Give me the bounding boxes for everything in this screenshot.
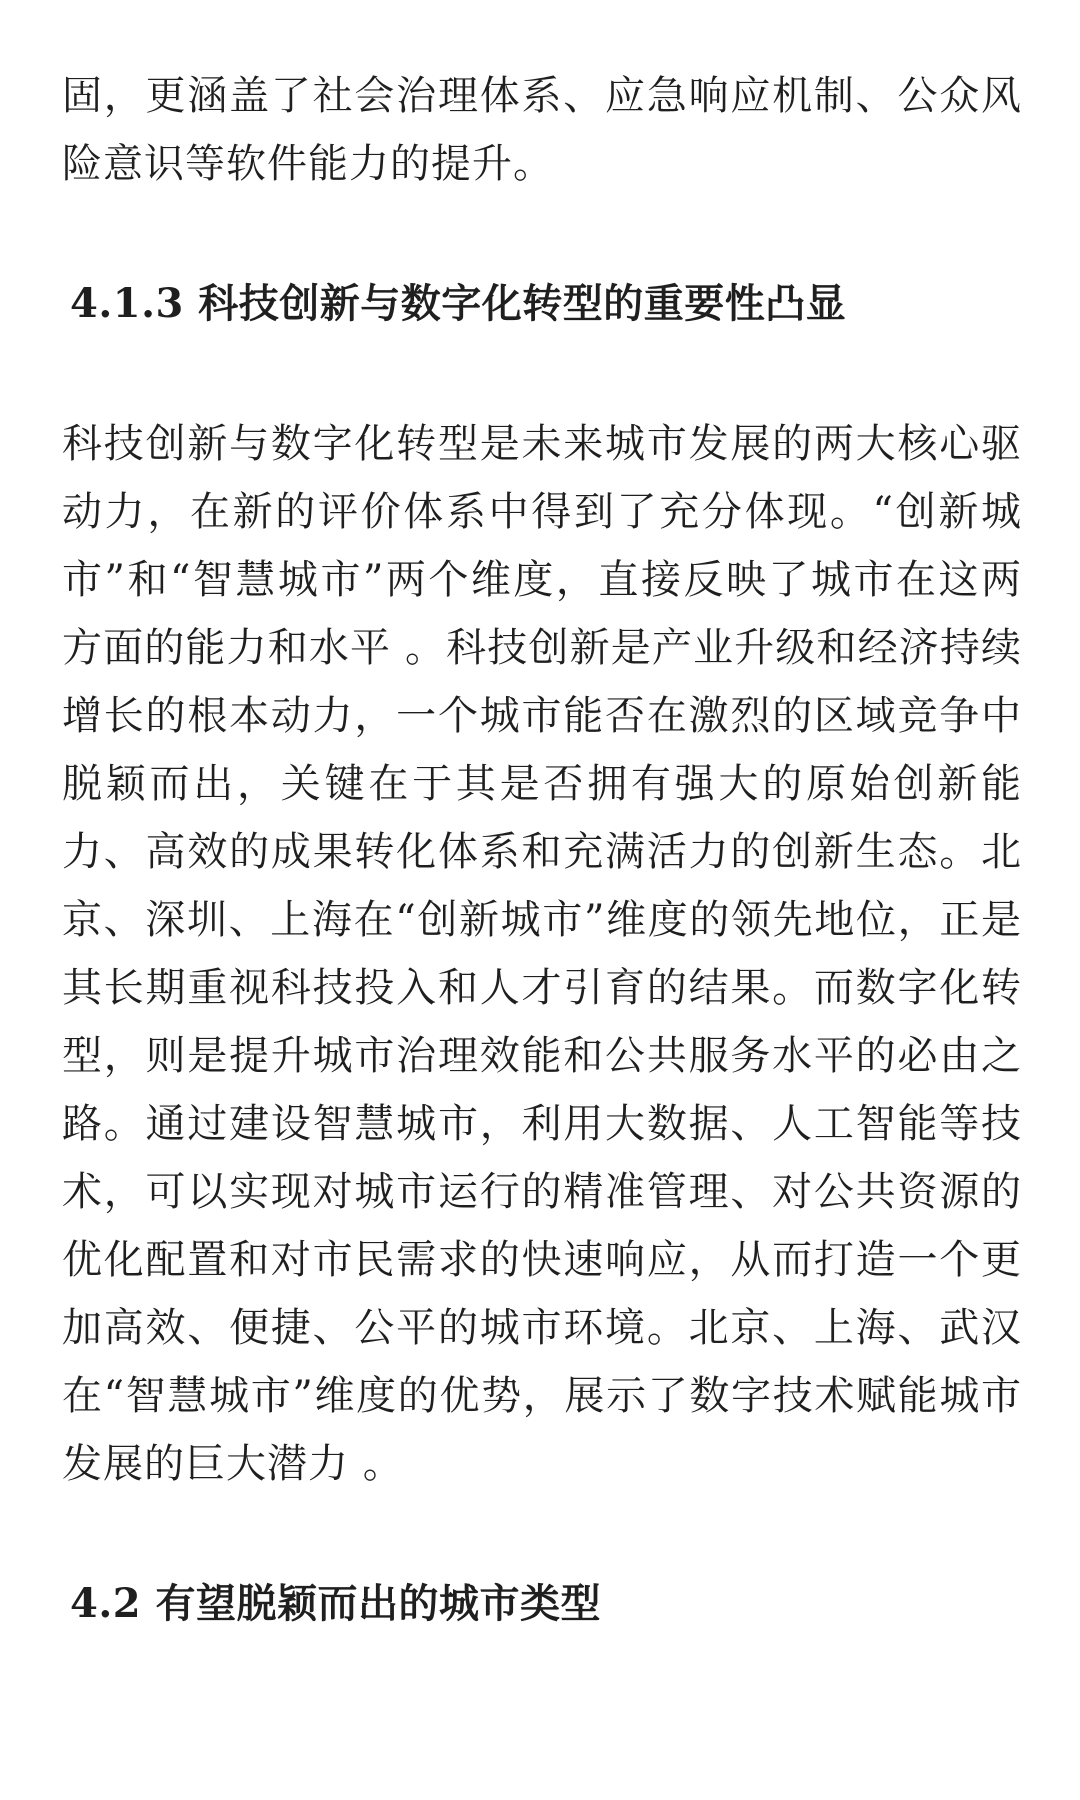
section-heading-4-2: 4.2 有望脱颖而出的城市类型 (70, 1580, 602, 1627)
section-heading-4-1-3: 4.1.3 科技创新与数字化转型的重要性凸显 (70, 280, 847, 327)
document-body (62, 62, 1022, 1638)
main-paragraph: 科技创新与数字化转型是未来城市发展的两大核心驱动力，在新的评价体系中得到了充分体现。“创新城市”和“智慧城市”两个维度，直接反映了城市在这两方面的能力和水平 。科技创新是产业升级和经济持续增长的根本动力，一个城市能否在激烈的区域竞争中脱颖而出，关键在于其是否拥有强大的原始创新能力、高效的成果转化体系和充满活力的创新生态。北京、深圳、上海在“创新城市”维度的领先地位，正是其长期重视科技投入和人才引育的结果。而数字化转型，则是提升城市治理效能和公共服务水平的必由之路。通过建设智慧城市，利用大数据、人工智能等技术，可以实现对城市运行的精准管理、对公共资源的优化配置和对市民需求的快速响应，从而打造一个更加高效、便捷、公平的城市环境。北京、上海、武汉在“智慧城市”维度的优势，展示了数字技术赋能城市发展的巨大潜力 。 (62, 421, 1022, 1487)
spacer (62, 1498, 1022, 1570)
spacer (62, 198, 1022, 270)
intro-paragraph: 固，更涵盖了社会治理体系、应急响应机制、公众风险意识等软件能力的提升。 (62, 73, 1022, 187)
spacer (62, 338, 1022, 410)
